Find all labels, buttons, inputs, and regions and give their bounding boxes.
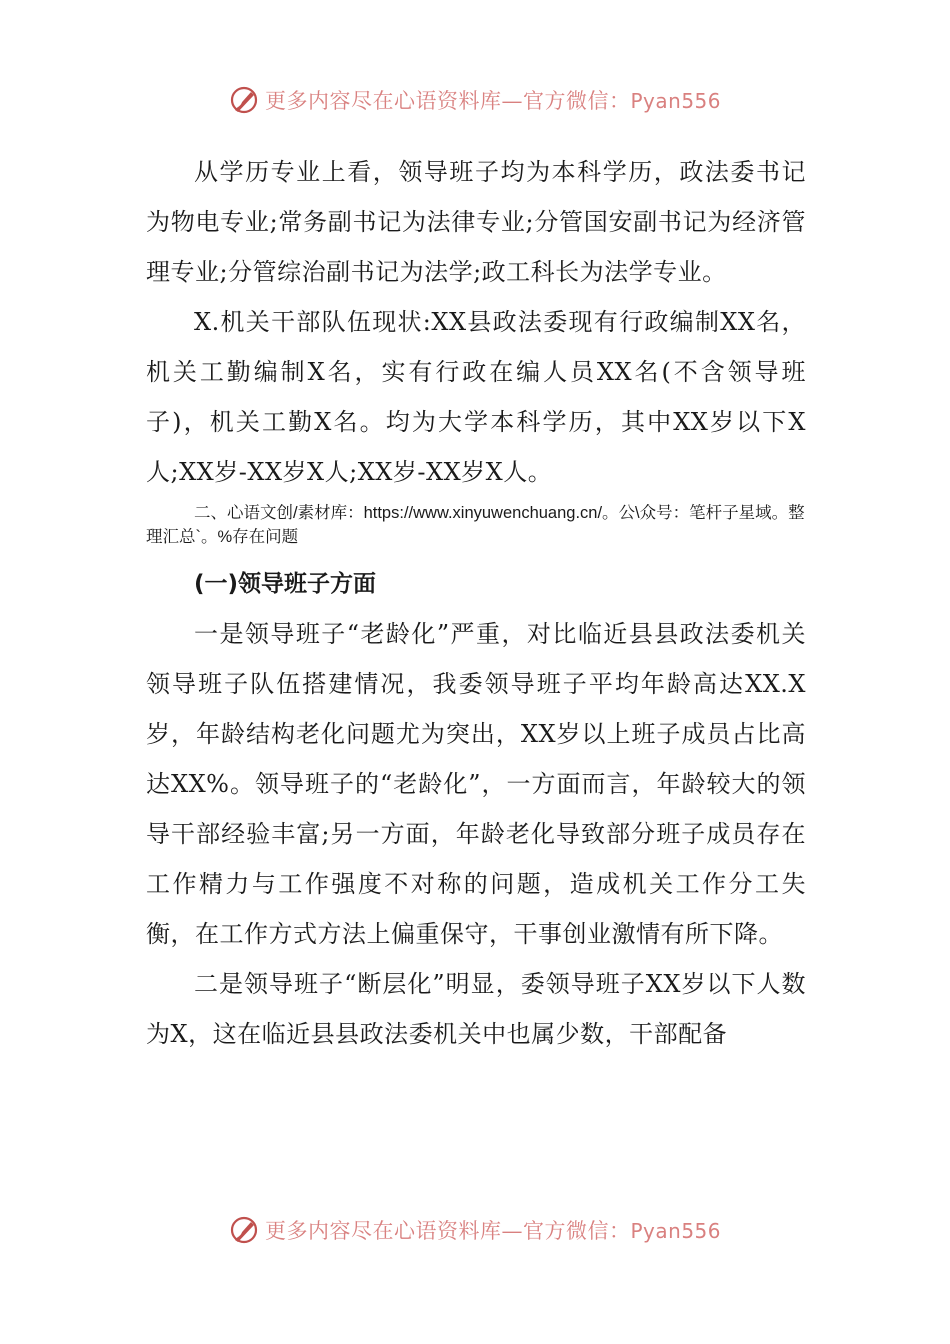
paragraph-aging: 一是领导班子“老龄化”严重，对比临近县县政法委机关领导班子队伍搭建情况，我委领导班子平均年龄高达XX.X岁，年龄结构老化问题尤为突出，XX岁以上班子成员占比高达XX%。领导班子的“老龄化”，一方面而言，年龄较大的领导干部经验丰富;另一方面，年龄老化导致部分班子成员存在工作精力与工作强度不对称的问题，造成机关工作分工失衡，在工作方式方法上偏重保守，干事创业激情有所下降。 <box>146 620 806 948</box>
header-banner <box>0 80 950 120</box>
banner-wechat-id: Pyan556 <box>630 89 721 113</box>
section-note: 二、心语文创/素材库：https://www.xinyuwenchuang.cn/。公\众号：笔杆子星域。整理汇总`。%存在问题 <box>146 504 805 546</box>
banner-text <box>265 85 721 115</box>
banner-wechat-id: Pyan556 <box>630 1219 721 1243</box>
paragraph-education: 从学历专业上看，领导班子均为本科学历，政法委书记为物电专业;常务副书记为法律专业;分管国安副书记为经济管理专业;分管综治副书记为法学;政工科长为法学专业。 <box>146 158 806 286</box>
document-body <box>146 147 806 1059</box>
banner-text-cn: 更多内容尽在心语资料库—官方微信： <box>264 89 631 113</box>
footer-banner <box>0 1210 950 1250</box>
banner-text-cn: 更多内容尽在心语资料库—官方微信： <box>264 1219 631 1243</box>
paragraph-gap: 二是领导班子“断层化”明显，委领导班子XX岁以下人数为X，这在临近县县政法委机关中也属少数，干部配备 <box>146 970 806 1048</box>
pen-circle-logo-icon <box>229 1215 259 1245</box>
section-heading: (一)领导班子方面 <box>194 571 377 597</box>
banner-text <box>265 1215 721 1245</box>
paragraph-staff-status: X.机关干部队伍现状:XX县政法委现有行政编制XX名，机关工勤编制X名，实有行政在编人员XX名(不含领导班子)，机关工勤X名。均为大学本科学历，其中XX岁以下X人;XX岁-XX岁X人;XX岁-XX岁X人。 <box>146 308 806 486</box>
pen-circle-logo-icon <box>229 85 259 115</box>
